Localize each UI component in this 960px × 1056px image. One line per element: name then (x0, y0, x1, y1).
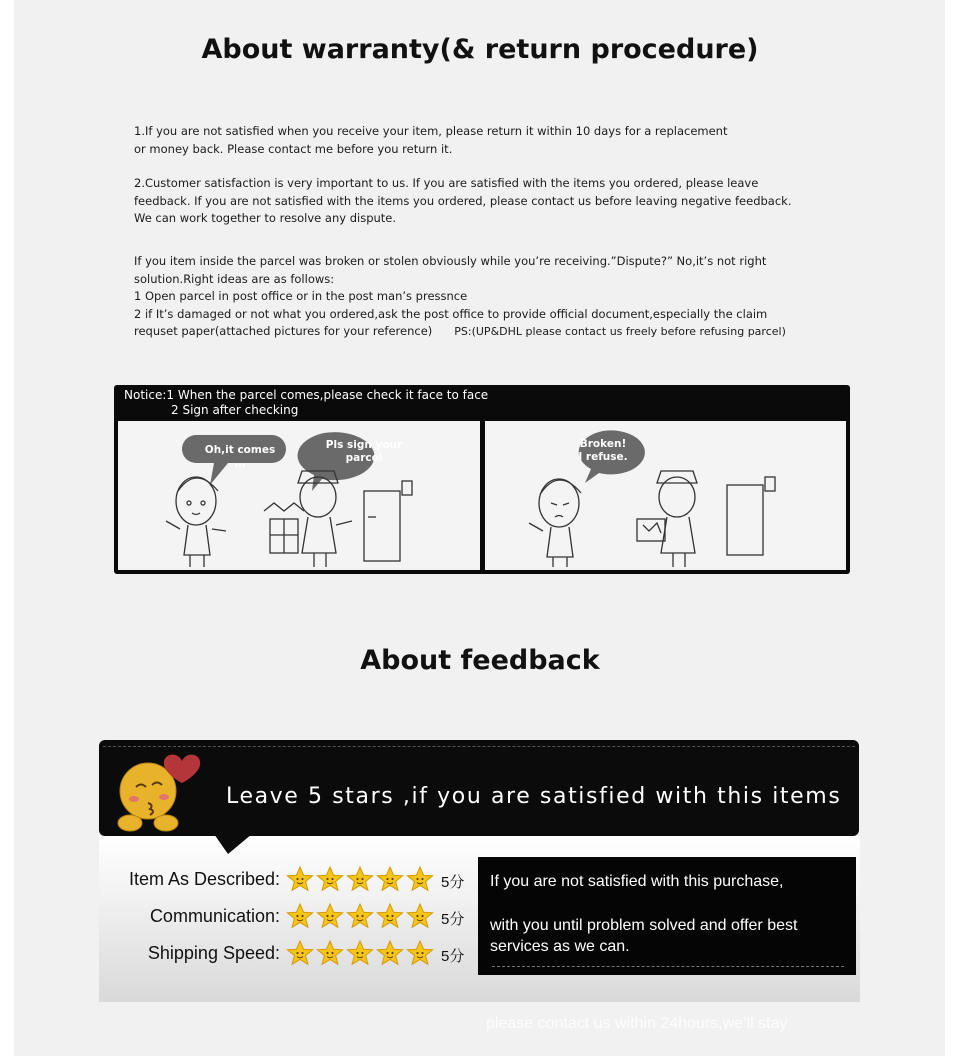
paragraph-line: 2 if It’s damaged or not what you ordered,ask the post office to provide official document,especially the claim (134, 306, 768, 321)
star-icon (286, 903, 316, 929)
rating-score: 5分 (441, 873, 465, 891)
rating-score: 5分 (441, 947, 465, 965)
delivery-refuse-illustration (485, 421, 846, 570)
contact-line: with you until problem solved and offer best (490, 917, 798, 934)
notice-line-1: Notice:1 When the parcel comes,please check it face to face (124, 388, 489, 402)
star-icon (286, 866, 316, 892)
banner-text: Leave 5 stars ,if you are satisfied with this items (226, 784, 842, 809)
paragraph-line: 1.If you are not satisfied when you receive your item, please return it within 10 days for a replacement (134, 124, 728, 138)
warranty-paragraph-2 (134, 175, 834, 228)
paragraph-line: solution.Right ideas are as follows: (134, 271, 335, 286)
star-icon (406, 866, 436, 892)
star-icon (316, 940, 346, 966)
contact-line: If you are not satisfied with this purchase, (490, 873, 784, 890)
paragraph-line: If you item inside the parcel was broken or stolen obviously while you’re receiving.”Dispute?” No,it’s not right (134, 254, 767, 268)
bubble-line: Broken! (579, 438, 627, 450)
ps-note: PS:(UP&DHL please contact us freely before refusing parcel) (454, 325, 786, 338)
feedback-title: About feedback (360, 645, 600, 676)
paragraph-line (134, 323, 834, 341)
warranty-paragraph-1 (134, 123, 834, 158)
paragraph-line: 2.Customer satisfaction is very important to us. If you are satisfied with the items you ordered, please leave (134, 176, 759, 190)
paragraph-line: or money back. Please contact me before you return it. (134, 141, 453, 156)
warranty-paragraph-3 (134, 253, 834, 341)
rating-stars (286, 903, 436, 929)
rating-stars (286, 866, 436, 892)
star-icon (346, 866, 376, 892)
notice-line-2: 2 Sign after checking (171, 403, 299, 417)
star-icon (346, 903, 376, 929)
rating-label: Shipping Speed: (147, 942, 280, 963)
star-icon (406, 903, 436, 929)
rating-row-communication (108, 903, 464, 929)
paragraph-line: feedback. If you are not satisfied with the items you ordered, please contact us before leaving negative feedback. (134, 193, 792, 208)
star-icon (376, 866, 406, 892)
banner-pointer (214, 834, 252, 854)
rating-score: 5分 (441, 910, 465, 928)
notice-text (124, 388, 488, 418)
rating-row-item-as-described (108, 866, 464, 892)
star-icon (316, 903, 346, 929)
star-icon (286, 940, 316, 966)
rating-label: Item As Described: (128, 868, 280, 889)
notice-illustration (114, 385, 850, 574)
star-icon (376, 940, 406, 966)
warranty-title: About warranty(& return procedure) (201, 34, 759, 65)
paragraph-line: 1 Open parcel in post office or in the post man’s pressnce (134, 289, 468, 303)
paragraph-line: We can work together to resolve any dispute. (134, 211, 397, 225)
rating-row-shipping-speed (108, 940, 464, 966)
contact-box (478, 857, 856, 975)
speech-bubble-text (570, 438, 636, 464)
star-icon (406, 940, 436, 966)
star-icon (316, 866, 346, 892)
contact-divider (492, 966, 844, 967)
bubble-line: I refuse. (578, 451, 628, 463)
kiss-emoji-icon (110, 745, 218, 837)
star-icon (346, 940, 376, 966)
delivery-accept-illustration (118, 421, 480, 570)
star-icon (376, 903, 406, 929)
illustration-panel-refuse (485, 421, 846, 570)
paragraph-text: requset paper(attached pictures for your reference) (134, 324, 433, 338)
rating-stars (286, 940, 436, 966)
speech-bubble-text: Oh,it comes ... (204, 444, 276, 469)
contact-line: services as we can. (490, 938, 630, 955)
faded-contact-line: please contact us within 24hours,we’ll stay (486, 1015, 788, 1032)
speech-bubble-text (322, 439, 406, 465)
bubble-line: parcel (345, 452, 383, 464)
illustration-panel-accept (118, 421, 480, 570)
bubble-line: Pls sign your (325, 439, 403, 451)
rating-label: Communication: (149, 905, 280, 926)
